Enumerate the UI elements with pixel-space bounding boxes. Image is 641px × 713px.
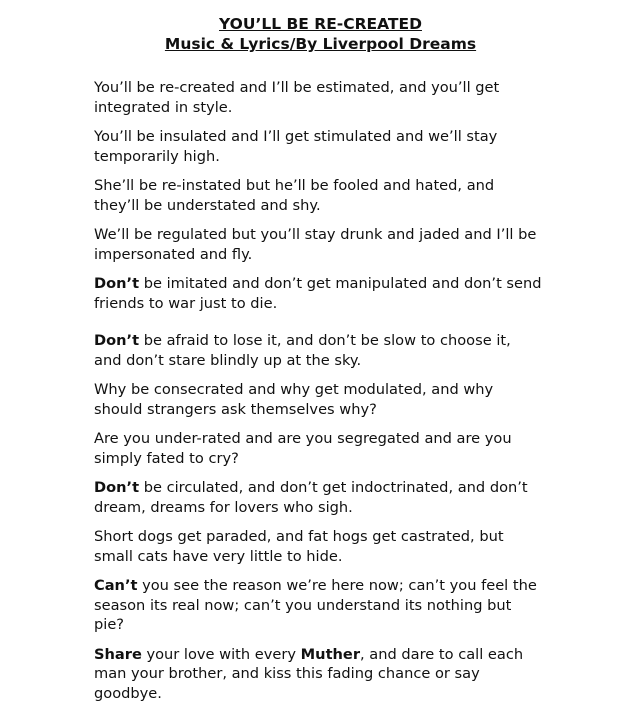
lyrics-body (94, 78, 554, 713)
lyric-line (94, 576, 554, 596)
emphasis-word: Don’t (94, 332, 140, 349)
song-title: YOU’LL BE RE-CREATED (219, 15, 422, 33)
lyric-line: small cats have very little to hide. (94, 547, 343, 565)
lyric-text: your love with every (141, 645, 301, 663)
stanza-9 (94, 478, 554, 517)
lyric-line: simply fated to cry? (94, 449, 239, 467)
stanza-7 (94, 380, 554, 419)
lyric-line: season its real now; can’t you understand its nothing but (94, 596, 512, 614)
emphasis-word: Muther (300, 645, 361, 663)
lyric-line: You’ll be insulated and I’ll get stimulated and we’ll stay (94, 128, 498, 145)
emphasis-word: Share (94, 645, 142, 663)
lyric-text: , and dare to call each (360, 645, 524, 663)
lyric-line: friends to war just to die. (94, 294, 278, 312)
lyric-line (94, 331, 554, 351)
lyric-line (94, 478, 554, 498)
emphasis-word: Don’t (94, 275, 140, 292)
lyric-line: We’ll be regulated but you’ll stay drunk and jaded and I’ll be (94, 226, 537, 243)
lyric-line: Are you under-rated and are you segregated and are you (94, 430, 512, 447)
lyric-text: be afraid to lose it, and don’t be slow to choose it, (139, 332, 511, 349)
lyric-line: goodbye. (94, 684, 162, 702)
lyric-line: She’ll be re-instated but he’ll be fooled and hated, and (94, 177, 495, 194)
lyric-text: be circulated, and don’t get indoctrinated, and don’t (139, 479, 528, 496)
stanza-4 (94, 225, 554, 264)
emphasis-word: Don’t (94, 479, 140, 496)
stanza-2 (94, 127, 554, 166)
stanza-6 (94, 331, 554, 370)
lyric-line: integrated in style. (94, 98, 233, 116)
lyric-line: Why be consecrated and why get modulated, and why (94, 381, 494, 398)
lyric-text: be imitated and don’t get manipulated and don’t send (139, 275, 542, 292)
stanza-3 (94, 176, 554, 215)
stanza-11 (94, 576, 554, 635)
song-credits: Music & Lyrics/By Liverpool Dreams (164, 35, 477, 53)
lyric-line: and don’t stare blindly up at the sky. (94, 351, 362, 369)
lyric-line: You’ll be re-created and I’ll be estimated, and you’ll get (94, 79, 500, 96)
lyric-line: man your brother, and kiss this fading chance or say (94, 665, 480, 682)
lyric-line: should strangers ask themselves why? (94, 400, 377, 418)
lyric-line: they’ll be understated and shy. (94, 196, 321, 214)
song-title-block (0, 14, 641, 54)
lyric-line: temporarily high. (94, 147, 220, 165)
stanza-1 (94, 78, 554, 117)
stanza-10 (94, 527, 554, 566)
emphasis-word: Can’t (94, 577, 138, 594)
lyric-line: impersonated and fly. (94, 245, 253, 263)
lyric-line: pie? (94, 616, 125, 633)
lyric-line: Short dogs get paraded, and fat hogs get castrated, but (94, 528, 504, 545)
lyric-text: you see the reason we’re here now; can’t you feel the (137, 577, 537, 594)
lyric-line (94, 274, 554, 294)
lyric-line (94, 645, 554, 665)
lyric-line: dream, dreams for lovers who sigh. (94, 498, 353, 516)
stanza-8 (94, 429, 554, 468)
stanza-5 (94, 274, 554, 313)
